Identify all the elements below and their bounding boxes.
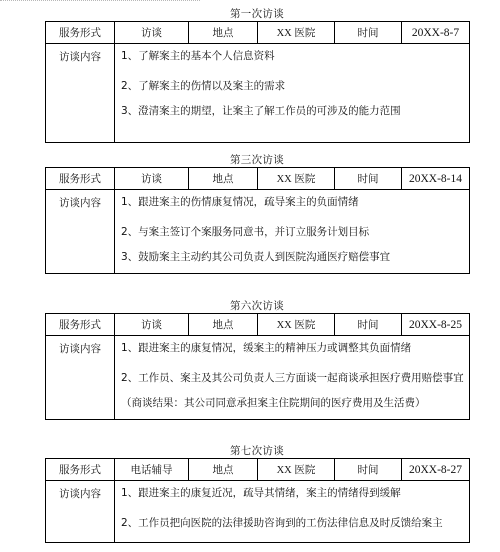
place-value: XX 医院 <box>258 459 335 481</box>
service-form-label: 服务形式 <box>46 22 115 44</box>
interview-section-1 <box>45 7 469 143</box>
service-form-value: 访谈 <box>115 314 189 336</box>
interview-section-3 <box>45 299 469 420</box>
content-cell <box>115 336 470 420</box>
time-value: 20XX-8-25 <box>402 314 470 336</box>
service-form-label: 服务形式 <box>46 459 115 481</box>
content-item: 2、工作员把向医院的法律援助咨询到的工伤法律信息及时反馈给案主 <box>121 517 443 529</box>
content-item: 2、工作员、案主及其公司负责人三方面谈一起商谈承担医疗费用赔偿事宜 <box>121 372 464 384</box>
service-form-value: 访谈 <box>115 168 189 190</box>
content-item: 3、鼓励案主主动约其公司负责人到医院沟通医疗赔偿事宜 <box>121 251 391 263</box>
interview-section-2 <box>45 153 469 274</box>
section-title: 第三次访谈 <box>230 154 284 166</box>
interview-table <box>45 167 470 274</box>
content-row <box>46 336 470 420</box>
content-item: 1、了解案主的基本个人信息资料 <box>121 50 275 62</box>
content-row <box>46 44 470 143</box>
content-item: 3、澄清案主的期望，让案主了解工作员的可涉及的能力范围 <box>121 105 401 117</box>
interview-table <box>45 21 470 143</box>
header-row <box>46 22 470 44</box>
place-value: XX 医院 <box>258 22 335 44</box>
place-label: 地点 <box>189 314 258 336</box>
time-label: 时间 <box>335 459 402 481</box>
header-row <box>46 459 470 481</box>
service-form-label: 服务形式 <box>46 168 115 190</box>
header-row <box>46 314 470 336</box>
service-form-value: 电话辅导 <box>115 459 189 481</box>
place-value: XX 医院 <box>258 314 335 336</box>
place-label: 地点 <box>189 168 258 190</box>
interview-section-4 <box>45 444 469 543</box>
service-form-value: 访谈 <box>115 22 189 44</box>
content-item: （商谈结果：其公司同意承担案主住院期间的医疗费用及生活费） <box>121 397 426 409</box>
time-value: 20XX-8-14 <box>402 168 470 190</box>
time-label: 时间 <box>335 22 402 44</box>
content-item: 1、跟进案主的康复情况，缓案主的精神压力或调整其负面情绪 <box>121 342 412 354</box>
time-value: 20XX-8-7 <box>402 22 470 44</box>
content-row <box>46 190 470 274</box>
content-label: 访谈内容 <box>46 190 115 274</box>
interview-table <box>45 458 470 543</box>
interview-table <box>45 313 470 420</box>
time-value: 20XX-8-27 <box>402 459 470 481</box>
header-row <box>46 168 470 190</box>
service-form-label: 服务形式 <box>46 314 115 336</box>
content-item: 2、与案主签订个案服务同意书，并订立服务计划目标 <box>121 226 370 238</box>
place-value: XX 医院 <box>258 168 335 190</box>
content-cell <box>115 481 470 543</box>
content-cell <box>115 44 470 143</box>
content-item: 2、了解案主的伤情以及案主的需求 <box>121 80 286 92</box>
time-label: 时间 <box>335 314 402 336</box>
section-title: 第一次访谈 <box>230 8 284 20</box>
place-label: 地点 <box>189 22 258 44</box>
content-item: 1、跟进案主的康复近况，疏导其情绪，案主的情绪得到缓解 <box>121 487 401 499</box>
time-label: 时间 <box>335 168 402 190</box>
content-row <box>46 481 470 543</box>
top-dotted-rule <box>0 0 200 1</box>
content-cell <box>115 190 470 274</box>
section-title: 第六次访谈 <box>230 300 284 312</box>
section-title: 第七次访谈 <box>230 445 284 457</box>
content-label: 访谈内容 <box>46 481 115 543</box>
content-item: 1、跟进案主的伤情康复情况，疏导案主的负面情绪 <box>121 196 359 208</box>
content-label: 访谈内容 <box>46 44 115 143</box>
content-label: 访谈内容 <box>46 336 115 420</box>
place-label: 地点 <box>189 459 258 481</box>
